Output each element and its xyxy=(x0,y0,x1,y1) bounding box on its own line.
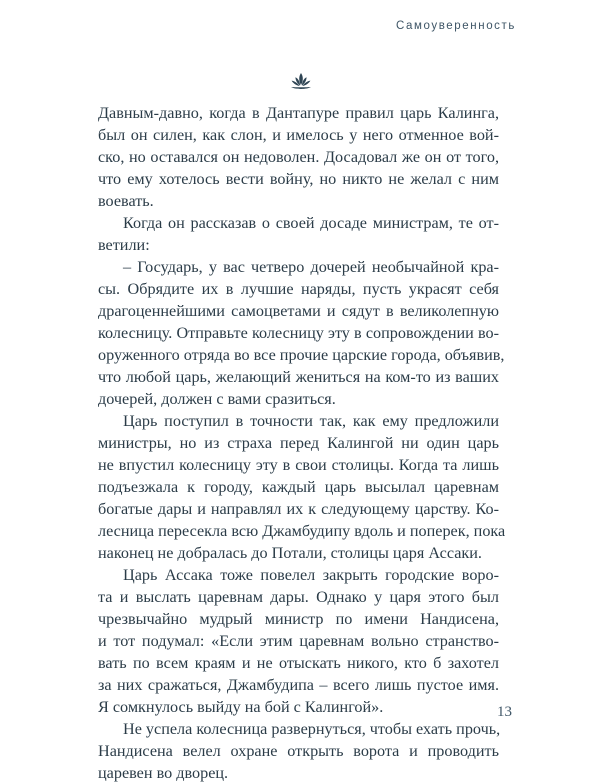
text-line: Давным-давно, когда в Дантапуре правил царь Калинга, xyxy=(98,104,499,122)
lotus-icon xyxy=(289,72,313,92)
text-line: Царь Ассака тоже повелел закрыть городские воро- xyxy=(123,566,499,584)
text-line: министры, но из страха перед Калингой ни один царь xyxy=(98,434,499,452)
text-line: богатые дары и направлял их к следующему царству. Ко- xyxy=(98,500,499,518)
text-line: Нандисена велел охране открыть ворота и проводить xyxy=(98,742,499,760)
text-line: Не успела колесница развернуться, чтобы ехать прочь, xyxy=(123,720,501,738)
text-line: что ему хотелось вести войну, но никто не желал с ним xyxy=(98,170,499,188)
text-line: что любой царь, желающий жениться на ком-то из ваших xyxy=(98,368,499,386)
text-line: царевен во дворец. xyxy=(98,764,229,782)
text-line: Я сомкнулось выйду на бой с Калингой». xyxy=(98,698,384,716)
text-line: воевать. xyxy=(98,192,154,210)
text-line: Когда он рассказав о своей досаде министрам, те от- xyxy=(123,214,499,232)
text-line: та и выслать царевнам дары. Однако у царя этого был xyxy=(98,588,499,606)
text-line: дочерей, должен с вами сразиться. xyxy=(98,390,336,408)
text-line: оруженного отряда во все прочие царские города, объявив, xyxy=(98,346,505,364)
text-line: наконец не добралась до Потали, столицы царя Ассаки. xyxy=(98,544,482,562)
text-line: Царь поступил в точности так, как ему предложили xyxy=(123,412,499,430)
text-line: драгоценнейшими самоцветами и сядут в великолепную xyxy=(98,302,499,320)
text-line: лесница пересекла всю Джамбудипу вдоль и поперек, пока xyxy=(98,522,506,540)
page-number: 13 xyxy=(497,704,512,720)
text-line: ско, но оставался он недоволен. Досадовал же он от того, xyxy=(98,148,499,166)
text-line: ветили: xyxy=(98,236,150,254)
running-head: Самоуверенность xyxy=(395,20,516,32)
text-line: и тот подумал: «Если этим царевнам вольно странство- xyxy=(98,632,499,650)
text-line: был он силен, как слон, и имелось у него отменное вой- xyxy=(98,126,499,144)
text-line: – Государь, у вас четверо дочерей необычайной кра- xyxy=(123,258,499,276)
text-line: колесницу. Отправьте колесницу эту в сопровождении во- xyxy=(98,324,499,342)
text-line: вать по всем краям и не отыскать никого, кто б захотел xyxy=(98,654,499,672)
text-line: чрезвычайно мудрый министр по имени Нандисена, xyxy=(98,610,499,628)
text-line: за них сражаться, Джамбудипа – всего лишь пустое имя. xyxy=(98,676,499,694)
text-line: не впустил колесницу эту в свои столицы. Когда та лишь xyxy=(98,456,499,474)
text-line: подъезжала к городу, каждый царь высылал царевнам xyxy=(98,478,499,496)
text-line: сы. Обрядите их в лучшие наряды, пусть украсят себя xyxy=(98,280,499,298)
